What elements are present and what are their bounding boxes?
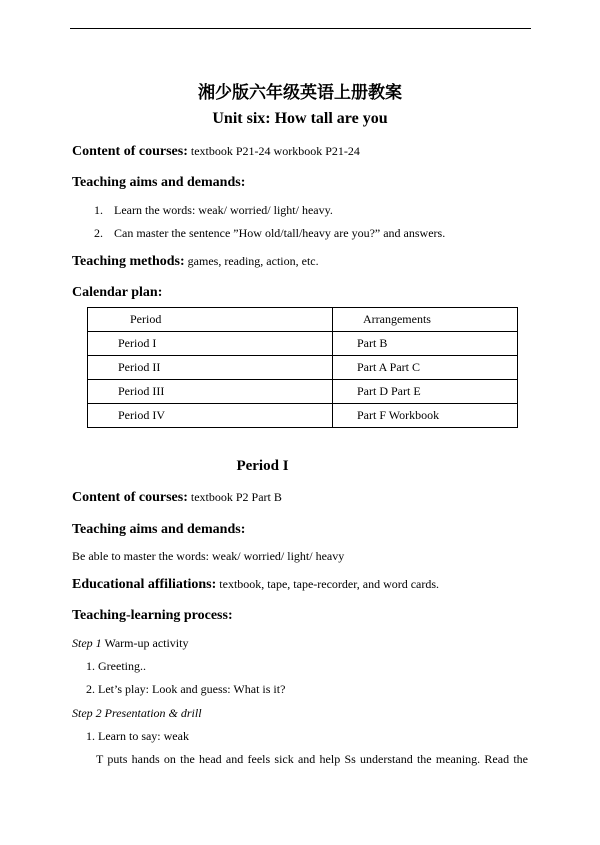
period-aims-text: Be able to master the words: weak/ worried/ light/ heavy <box>72 549 345 563</box>
educational-affiliations <box>72 577 439 593</box>
aims-item-text: Can master the sentence ”How old/tall/heavy are you?” and answers. <box>114 226 446 240</box>
content-of-courses <box>72 144 360 160</box>
body-paragraph: T puts hands on the head and feels sick and help Ss understand the meaning. Read the <box>96 752 528 766</box>
affiliations-label: Educational affiliations: <box>72 577 217 592</box>
period-cell: Period II <box>88 356 333 380</box>
arrangement-cell: Part F Workbook <box>333 404 518 428</box>
process-heading: Teaching-learning process: <box>72 608 233 623</box>
aims-item-number: 1. <box>94 203 103 217</box>
teaching-methods <box>72 254 319 270</box>
step-1-item: 2. Let’s play: Look and guess: What is it? <box>86 682 286 696</box>
arrangement-cell: Part B <box>333 332 518 356</box>
methods-text: games, reading, action, etc. <box>187 254 319 268</box>
aims-list-item <box>94 226 445 241</box>
arrangement-cell: Part D Part E <box>333 380 518 404</box>
affiliations-text: textbook, tape, tape-recorder, and word cards. <box>219 577 440 591</box>
arrangement-cell: Part A Part C <box>333 356 518 380</box>
document-title-chinese: 湘少版六年级英语上册教案 <box>198 83 402 103</box>
table-row <box>88 356 518 380</box>
aims-heading: Teaching aims and demands: <box>72 175 246 190</box>
step-1 <box>72 636 188 651</box>
methods-label: Teaching methods: <box>72 254 185 269</box>
period-content-text: textbook P2 Part B <box>190 490 282 504</box>
calendar-heading: Calendar plan: <box>72 285 163 300</box>
period-cell: Period I <box>88 332 333 356</box>
aims-list-item <box>94 203 333 218</box>
period-aims-heading: Teaching aims and demands: <box>72 522 246 537</box>
period-title: Period I <box>236 458 289 474</box>
table-header-row <box>88 308 518 332</box>
period-content-label: Content of courses: <box>72 490 188 505</box>
table-row <box>88 332 518 356</box>
content-label: Content of courses: <box>72 144 188 159</box>
period-cell: Period III <box>88 380 333 404</box>
content-text: textbook P21-24 workbook P21-24 <box>190 144 360 158</box>
table-row <box>88 380 518 404</box>
aims-item-number: 2. <box>94 226 103 240</box>
step-1-label: Step 1 <box>72 636 102 650</box>
step-1-text: Warm-up activity <box>104 636 189 650</box>
column-header: Period <box>88 308 333 332</box>
period-cell: Period IV <box>88 404 333 428</box>
column-header: Arrangements <box>333 308 518 332</box>
period-content <box>72 490 282 506</box>
aims-item-text: Learn the words: weak/ worried/ light/ heavy. <box>114 203 333 217</box>
table-row <box>88 404 518 428</box>
calendar-table <box>87 307 518 428</box>
step-1-item: 1. Greeting.. <box>86 659 146 673</box>
step-2-item: 1. Learn to say: weak <box>86 729 189 743</box>
unit-title: Unit six: How tall are you <box>212 110 388 127</box>
step-2: Step 2 Presentation & drill <box>72 706 202 720</box>
header-rule <box>70 28 531 29</box>
